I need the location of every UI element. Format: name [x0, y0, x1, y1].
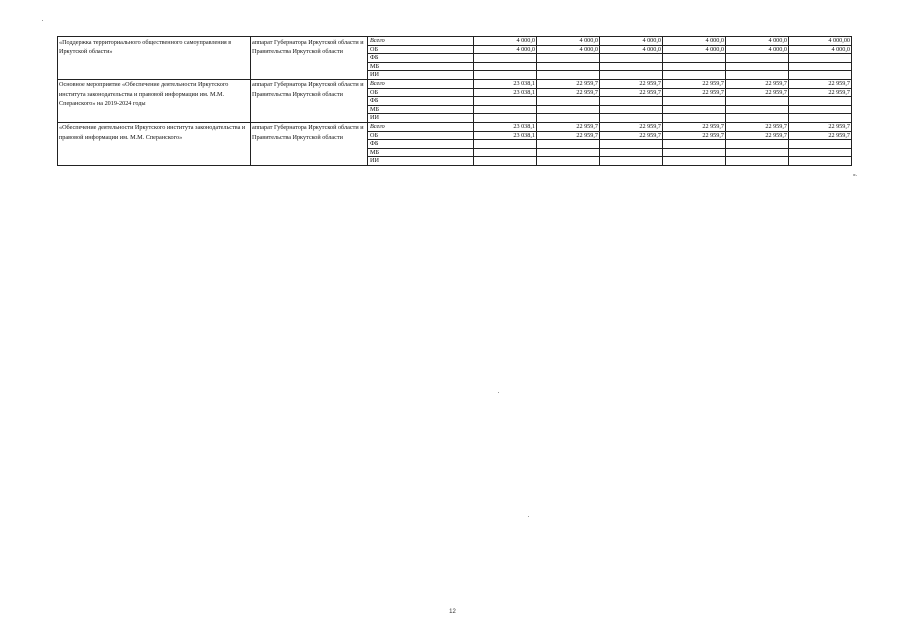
funding-value-cell [600, 62, 663, 71]
funding-value-cell [537, 62, 600, 71]
funding-value-cell: 22 959,7 [726, 88, 789, 97]
funding-value-cell [663, 157, 726, 166]
funding-value-cell [663, 140, 726, 149]
funding-value-cell: 22 959,7 [600, 88, 663, 97]
funding-value-cell: 23 038,1 [474, 88, 537, 97]
funding-value-cell: 22 959,7 [726, 79, 789, 88]
funding-value-cell: 22 959,7 [537, 122, 600, 131]
funding-value-cell [789, 148, 852, 157]
executor-cell: аппарат Губернатора Иркутской области и Правительства Иркутской области [251, 37, 368, 80]
funding-value-cell: 4 000,0 [537, 45, 600, 54]
funding-value-cell: 23 038,1 [474, 131, 537, 140]
funding-source-cell: Всего [368, 37, 474, 46]
funding-value-cell [600, 54, 663, 63]
table-row [58, 37, 852, 46]
funding-value-cell [537, 71, 600, 80]
executor-cell: аппарат Губернатора Иркутской области и Правительства Иркутской области [251, 79, 368, 122]
funding-value-cell [789, 157, 852, 166]
funding-source-cell: ФБ [368, 54, 474, 63]
funding-value-cell [537, 140, 600, 149]
funding-value-cell: 4 000,0 [474, 37, 537, 46]
funding-value-cell: 22 959,7 [537, 131, 600, 140]
funding-source-cell: МБ [368, 105, 474, 114]
scan-speck [498, 392, 499, 393]
funding-source-cell: ОБ [368, 45, 474, 54]
funding-source-cell: Всего [368, 122, 474, 131]
funding-value-cell [537, 105, 600, 114]
funding-value-cell: 22 959,7 [600, 122, 663, 131]
funding-value-cell [600, 140, 663, 149]
funding-value-cell [789, 114, 852, 123]
funding-value-cell [726, 114, 789, 123]
funding-source-cell: ОБ [368, 131, 474, 140]
funding-value-cell [600, 157, 663, 166]
funding-value-cell [600, 148, 663, 157]
funding-value-cell: 4 000,00 [789, 37, 852, 46]
funding-value-cell [474, 157, 537, 166]
funding-value-cell [789, 71, 852, 80]
funding-value-cell: 22 959,7 [789, 122, 852, 131]
funding-value-cell [474, 105, 537, 114]
scan-speck [42, 20, 43, 21]
funding-value-cell: 22 959,7 [726, 131, 789, 140]
funding-value-cell [474, 97, 537, 106]
funding-value-cell [474, 140, 537, 149]
funding-value-cell [537, 97, 600, 106]
table-row [58, 79, 852, 88]
funding-value-cell [600, 105, 663, 114]
funding-source-cell: ИИ [368, 114, 474, 123]
funding-value-cell [789, 97, 852, 106]
funding-value-cell [789, 54, 852, 63]
funding-value-cell: 4 000,0 [537, 37, 600, 46]
funding-value-cell [726, 62, 789, 71]
table-closing-quote: ». [853, 172, 858, 178]
funding-value-cell [726, 157, 789, 166]
funding-source-cell: ОБ [368, 88, 474, 97]
funding-value-cell [474, 62, 537, 71]
funding-value-cell: 4 000,0 [474, 45, 537, 54]
funding-value-cell [663, 54, 726, 63]
funding-value-cell [600, 97, 663, 106]
budget-table [57, 36, 852, 166]
funding-value-cell [600, 71, 663, 80]
funding-source-cell: Всего [368, 79, 474, 88]
funding-value-cell [474, 54, 537, 63]
funding-value-cell [726, 71, 789, 80]
funding-value-cell: 22 959,7 [789, 131, 852, 140]
funding-value-cell: 22 959,7 [663, 122, 726, 131]
activity-name-cell: «Обеспечение деятельности Иркутского института законодательства и правовой информации им. М.М. Сперанского» [58, 122, 251, 165]
funding-value-cell: 22 959,7 [726, 122, 789, 131]
funding-value-cell [789, 105, 852, 114]
funding-value-cell [663, 148, 726, 157]
funding-value-cell [537, 114, 600, 123]
funding-value-cell: 23 038,1 [474, 122, 537, 131]
funding-value-cell: 23 038,1 [474, 79, 537, 88]
funding-value-cell: 22 959,7 [663, 88, 726, 97]
funding-value-cell: 22 959,7 [537, 88, 600, 97]
funding-source-cell: МБ [368, 148, 474, 157]
funding-value-cell [726, 140, 789, 149]
funding-value-cell [474, 71, 537, 80]
funding-value-cell: 22 959,7 [789, 79, 852, 88]
scan-speck [528, 516, 529, 517]
funding-value-cell: 4 000,0 [726, 37, 789, 46]
funding-value-cell [726, 97, 789, 106]
funding-value-cell [537, 157, 600, 166]
funding-value-cell [726, 54, 789, 63]
funding-value-cell [789, 140, 852, 149]
funding-value-cell [663, 114, 726, 123]
funding-value-cell [663, 62, 726, 71]
funding-source-cell: ИИ [368, 157, 474, 166]
funding-value-cell: 4 000,0 [789, 45, 852, 54]
funding-value-cell [726, 105, 789, 114]
funding-value-cell [726, 148, 789, 157]
funding-value-cell [663, 71, 726, 80]
activity-name-cell: Основное мероприятие «Обеспечение деятельности Иркутского института законодательства и правовой информации им. М.М. Сперанского» на 2019-2024 годы [58, 79, 251, 122]
page-number: 12 [449, 609, 456, 615]
activity-name-cell: «Поддержка территориального общественного самоуправления в Иркутской области» [58, 37, 251, 80]
funding-value-cell [663, 97, 726, 106]
funding-source-cell: ФБ [368, 140, 474, 149]
funding-value-cell: 4 000,0 [600, 37, 663, 46]
executor-cell: аппарат Губернатора Иркутской области и Правительства Иркутской области [251, 122, 368, 165]
funding-source-cell: ИИ [368, 71, 474, 80]
funding-source-cell: ФБ [368, 97, 474, 106]
funding-value-cell: 4 000,0 [600, 45, 663, 54]
budget-table-body [58, 37, 852, 166]
funding-value-cell [537, 54, 600, 63]
funding-value-cell [789, 62, 852, 71]
funding-value-cell: 22 959,7 [663, 131, 726, 140]
funding-value-cell: 22 959,7 [789, 88, 852, 97]
funding-value-cell [600, 114, 663, 123]
table-row [58, 122, 852, 131]
funding-value-cell [474, 148, 537, 157]
funding-value-cell: 4 000,0 [663, 45, 726, 54]
funding-source-cell: МБ [368, 62, 474, 71]
funding-value-cell: 22 959,7 [537, 79, 600, 88]
funding-value-cell [537, 148, 600, 157]
funding-value-cell: 22 959,7 [663, 79, 726, 88]
funding-value-cell [663, 105, 726, 114]
funding-value-cell: 4 000,0 [663, 37, 726, 46]
funding-value-cell: 22 959,7 [600, 131, 663, 140]
funding-value-cell: 22 959,7 [600, 79, 663, 88]
funding-value-cell: 4 000,0 [726, 45, 789, 54]
funding-value-cell [474, 114, 537, 123]
